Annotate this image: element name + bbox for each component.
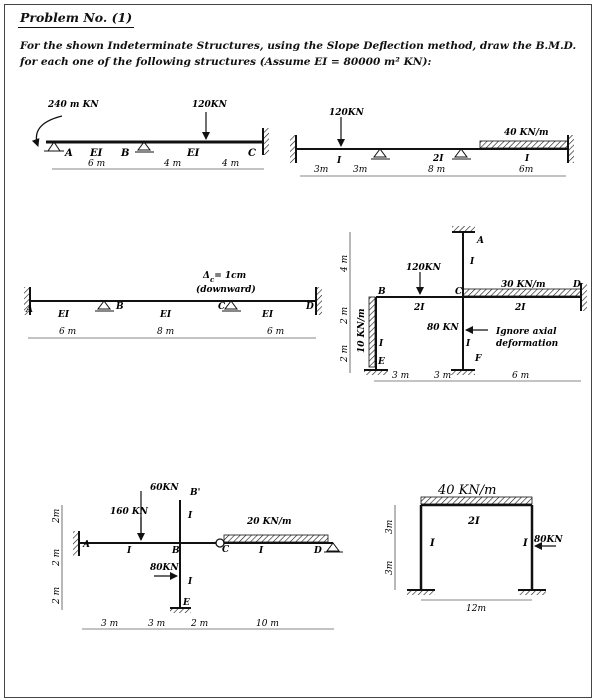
inertia-label: 2I [468, 516, 480, 527]
node-d: D [314, 546, 322, 556]
inertia-label: 2I [414, 303, 425, 313]
udl-label: 30 KN/m [501, 280, 546, 290]
problem-title: Problem No. (1) [20, 10, 133, 25]
node-f: F [475, 354, 482, 364]
node-b: B [378, 287, 386, 297]
dimension-label: 2m [52, 508, 62, 523]
settlement-direction: (downward) [196, 285, 256, 295]
ei-label: EI [58, 310, 70, 320]
node-c: C [455, 287, 463, 297]
dimension-label: 3 m [434, 371, 452, 381]
node-a: A [83, 540, 90, 550]
inertia-label: I [523, 538, 528, 549]
dimension-label: 4 m [222, 159, 240, 169]
ei-label: EI [187, 148, 200, 159]
dimension-label: 3 m [101, 619, 119, 629]
ei-label: EI [90, 148, 103, 159]
structure-4 [350, 226, 587, 381]
dimension-label: 3m [385, 519, 395, 534]
settlement-label: $\Delta_c= 1cm$ [203, 271, 247, 284]
load-label: 120KN [406, 263, 441, 273]
udl-block [421, 497, 532, 504]
inertia-label: 2I [515, 303, 526, 313]
load-label: 80KN [150, 563, 179, 573]
moment-label: 240 m KN [48, 100, 99, 110]
dimension-label: 3 m [148, 619, 166, 629]
udl-label: 40 KN/m [504, 128, 549, 138]
dimension-label: 2 m [340, 306, 350, 324]
dimension-label: 4 m [164, 159, 182, 169]
dimension-label: 2 m [52, 586, 62, 604]
load-label: 120KN [329, 108, 364, 118]
ei-label: EI [262, 310, 274, 320]
note-line-1: Ignore axial [496, 327, 557, 337]
udl-block [224, 535, 328, 542]
node-b-prime: B' [190, 488, 201, 498]
inertia-label: I [188, 511, 193, 521]
roller-support [374, 149, 386, 157]
dimension-label: 3m [385, 560, 395, 575]
udl-block [480, 141, 568, 148]
dimension-label: 6 m [267, 327, 285, 337]
ei-label: EI [160, 310, 172, 320]
udl-vertical [369, 297, 375, 367]
node-b: B [121, 148, 130, 159]
dimension-label: 2 m [191, 619, 209, 629]
inertia-label: I [430, 538, 435, 549]
inertia-label: I [379, 339, 384, 349]
dimension-label: 4 m [340, 254, 350, 272]
node-c: C [248, 148, 256, 159]
dimension-label: 6 m [59, 327, 77, 337]
node-a: A [26, 305, 33, 315]
node-d: D [306, 302, 314, 312]
dimension-label: 6 m [88, 159, 106, 169]
dimension-label: 6 m [512, 371, 530, 381]
node-b: B [116, 302, 124, 312]
load-label: 160 KN [110, 507, 148, 517]
dimension-label: 3 m [392, 371, 410, 381]
node-c: C [222, 545, 230, 555]
udl-label: 10 KN/m [357, 308, 367, 353]
node-b: B [172, 546, 180, 556]
udl-label: 20 KN/m [247, 517, 292, 527]
inertia-label: I [259, 546, 264, 556]
inertia-label: I [127, 546, 132, 556]
instruction-line-2: for each one of the following structures (Assume EI = 80000 m² KN): [20, 56, 432, 68]
node-a: A [477, 236, 484, 246]
load-label: 80KN [534, 535, 563, 545]
dimension-label: 3m [314, 165, 329, 175]
load-label: 120KN [192, 100, 227, 110]
pin-support-d [327, 543, 339, 551]
dimension-label: 8 m [428, 165, 446, 175]
node-e: E [378, 357, 385, 367]
dimension-label: 12m [466, 604, 486, 614]
structure-6 [395, 497, 556, 600]
node-c: C [218, 302, 226, 312]
dimension-label: 3m [353, 165, 368, 175]
roller-support-c [225, 301, 237, 309]
dimension-label: 6m [519, 165, 534, 175]
udl-horizontal [463, 289, 581, 296]
udl-label: 40 KN/m [438, 483, 497, 498]
load-label: 60KN [150, 483, 179, 493]
inertia-label: I [188, 577, 193, 587]
inertia-label: I [466, 339, 471, 349]
structure-5 [62, 491, 343, 629]
inertia-label: 2I [433, 154, 444, 164]
node-a: A [65, 148, 73, 159]
note-line-2: deformation [496, 339, 559, 349]
roller-support [455, 149, 467, 157]
inertia-label: I [525, 154, 530, 164]
dimension-label: 10 m [256, 619, 279, 629]
node-e: E [183, 598, 190, 608]
dimension-label: 2 m [52, 548, 62, 566]
load-label: 80 KN [427, 323, 459, 333]
dimension-label: 8 m [157, 327, 175, 337]
instruction-line-1: For the shown Indeterminate Structures, using the Slope Deflection method, draw the B.M.D. [20, 40, 577, 52]
roller-support-b [98, 301, 110, 309]
inertia-label: I [337, 156, 342, 166]
node-d: D [573, 280, 581, 290]
inertia-label: I [470, 257, 475, 267]
dimension-label: 2 m [340, 344, 350, 362]
